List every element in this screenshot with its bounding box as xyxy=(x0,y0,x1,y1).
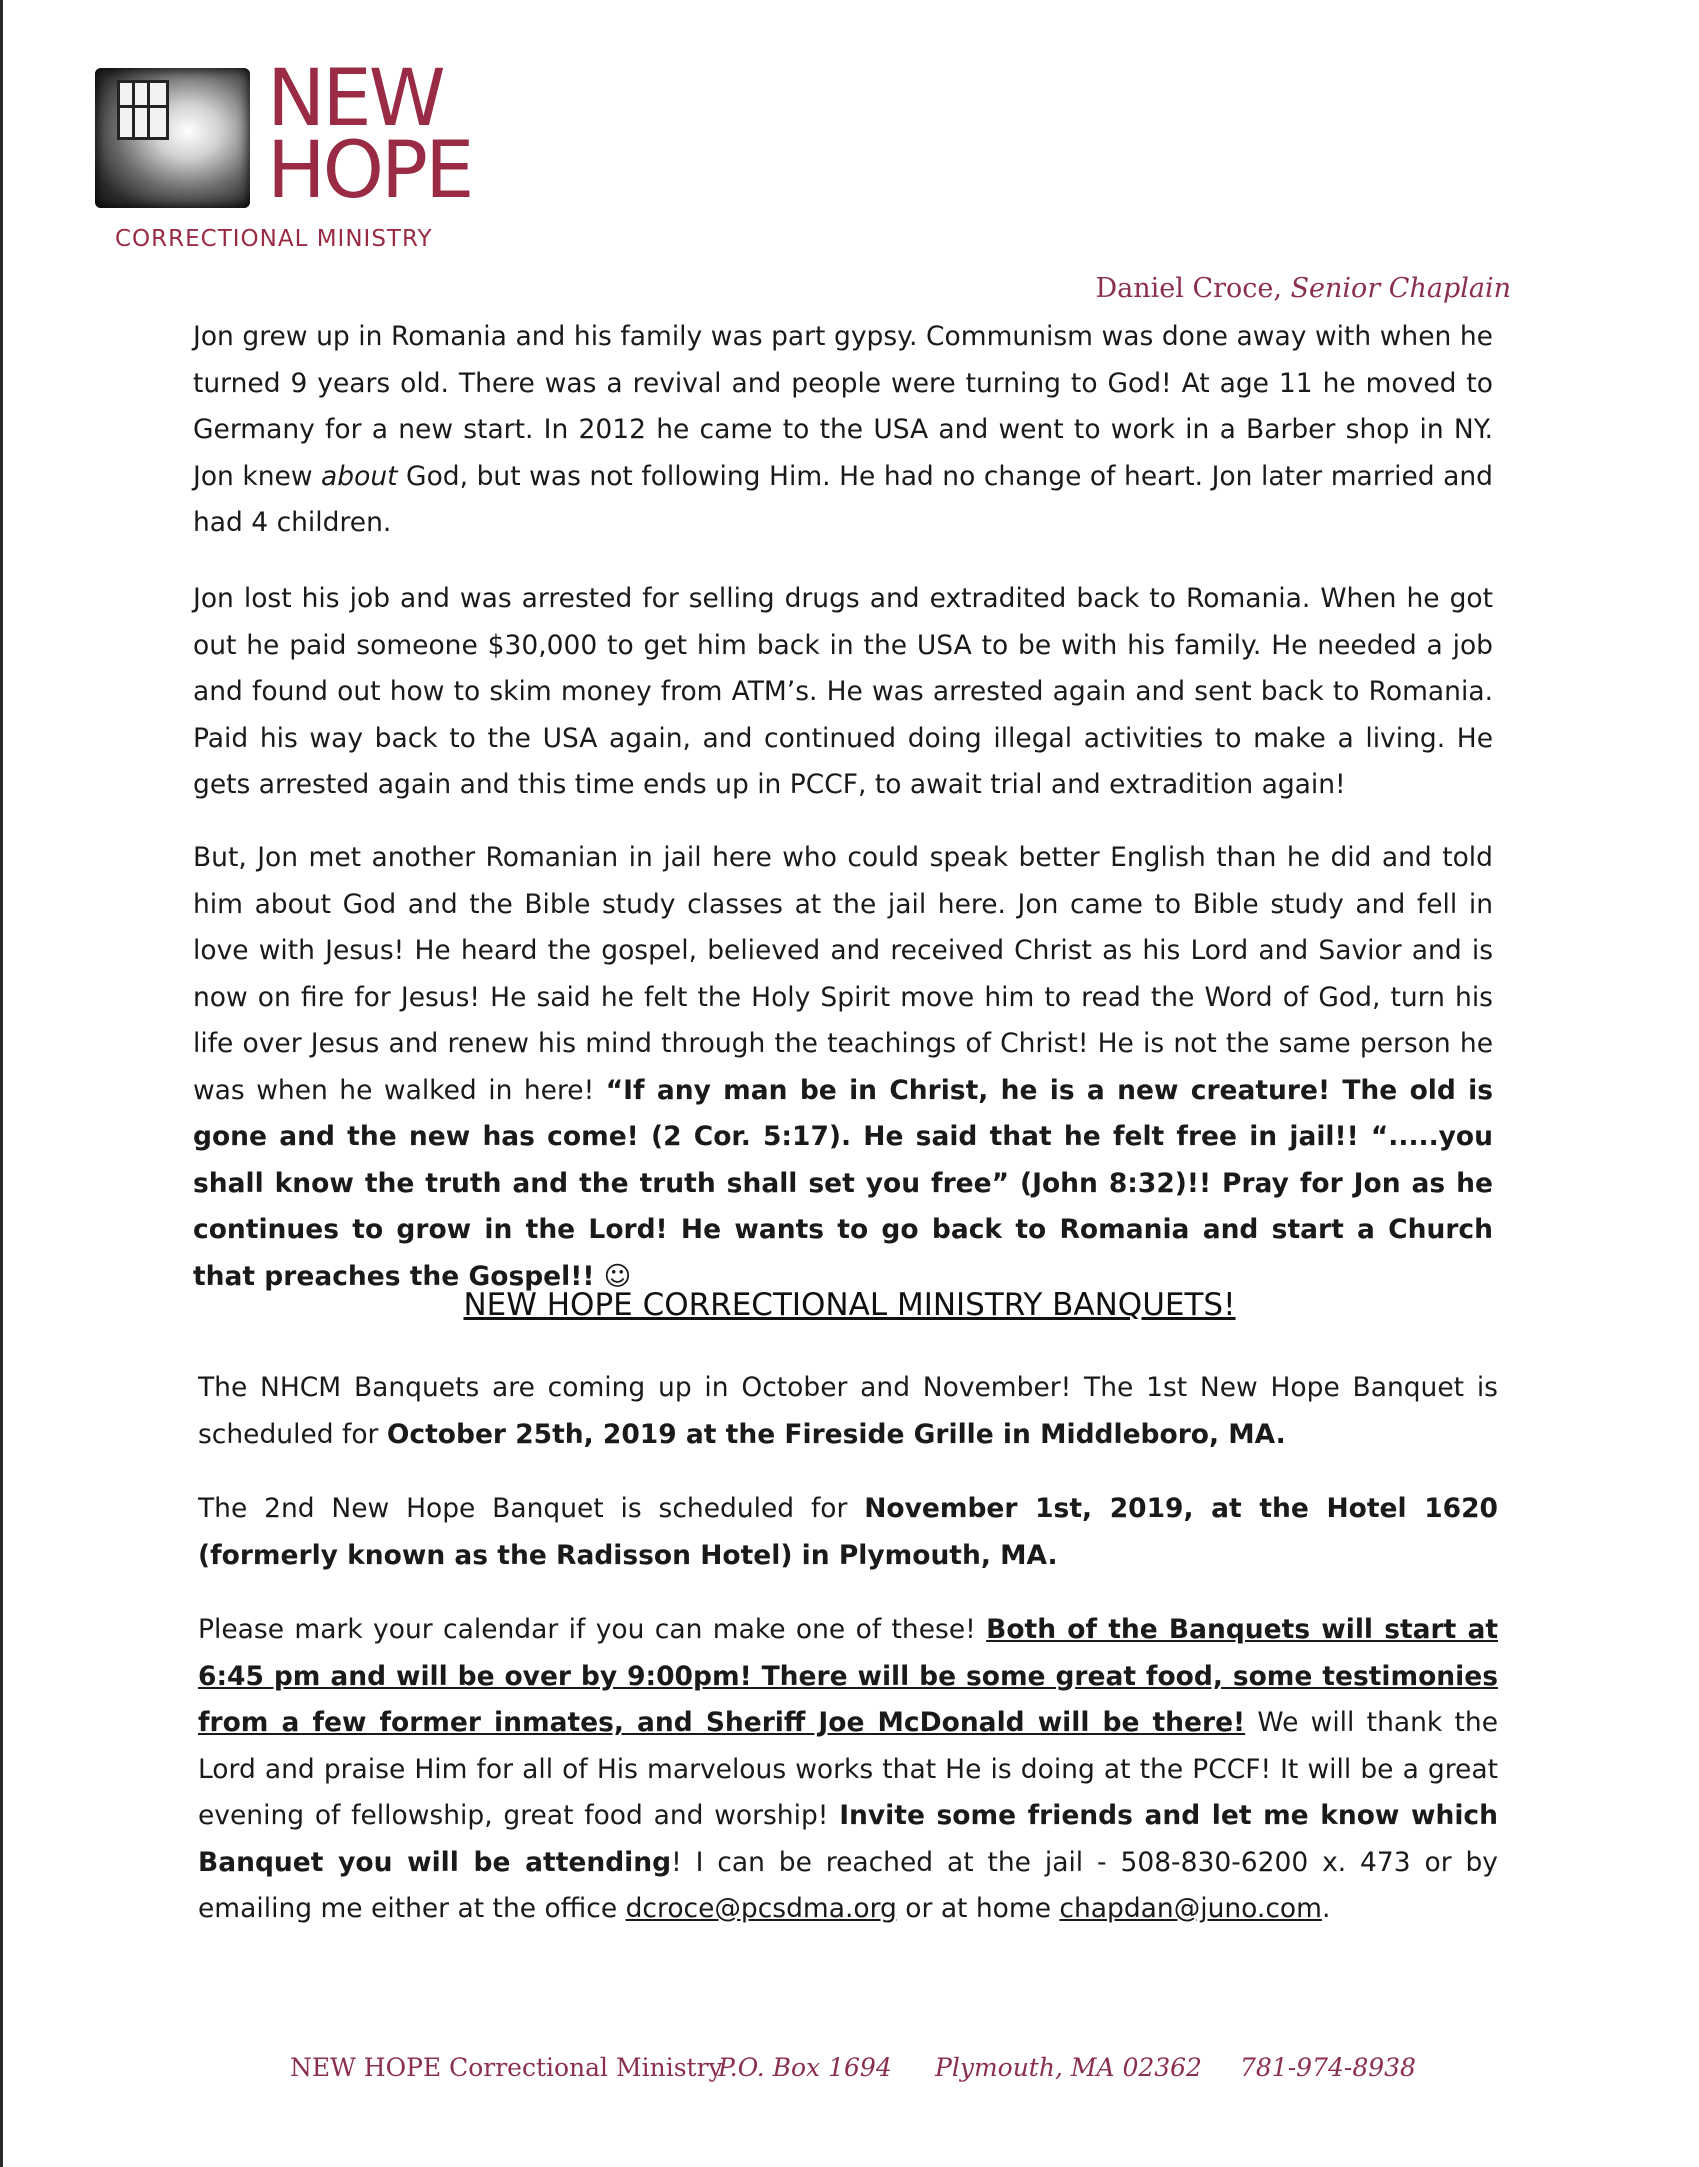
banquet-time-note: Both of the Banquets will start at 6:45 pm and will be over by 9:00pm! There will be some great food, some testimonies from a few former inmates, and Sheriff Joe McDonald will be there! xyxy=(198,1614,1498,1738)
logo-window-photo xyxy=(95,68,250,208)
logo-text-hope: HOPE xyxy=(267,126,472,216)
ministry-logo xyxy=(95,54,495,260)
footer-phone: 781-974-8938 xyxy=(1240,2053,1416,2082)
banquet-text: Please mark your calendar if you can make one of these! xyxy=(198,1614,987,1645)
banquet-text: We will thank the Lord and praise Him for all of His marvelous works that He is doing at the PCCF! It will be a great evening of fellowship, great food and worship! xyxy=(198,1707,1499,1831)
banquet-2-details: November 1st, 2019, at the Hotel 1620 (formerly known as the Radisson Hotel) in Plymouth, MA. xyxy=(198,1493,1498,1571)
story-emphasis: about xyxy=(321,460,398,492)
story-text: Jon grew up in Romania and his family was part gypsy. Communism was done away with when he turned 9 years old. There was a revival and people were turning to God! At age 11 he moved to Germany for a new start. In 2012 he came to the USA and went to work in a Barber shop in NY. Jon knew xyxy=(193,321,1493,492)
invite-note: Invite some friends and let me know which Banquet you will be attending xyxy=(198,1800,1498,1878)
banquet-text: The NHCM Banquets are coming up in October and November! The 1st New Hope Banquet is scheduled for xyxy=(198,1372,1498,1450)
story-paragraph-1 xyxy=(193,314,1493,547)
story-text: But, Jon met another Romanian in jail here who could speak better English than he did and told him about God and the Bible study classes at the jail here. Jon came to Bible study and fell in love with Jesus! He heard the gospel, believed and received Christ as his Lord and Savior and is now on fire for Jesus! He said he felt the Holy Spirit move him to read the Word of God, turn his life over Jesus and renew his mind through the teachings of Christ! He is not the same person he was when he walked in here! xyxy=(193,842,1493,1106)
banquets-heading-text: NEW HOPE CORRECTIONAL MINISTRY BANQUETS! xyxy=(463,1287,1236,1323)
scan-edge xyxy=(0,0,3,2167)
banquet-text: The 2nd New Hope Banquet is scheduled for xyxy=(198,1493,865,1524)
footer-city: Plymouth, MA 02362 xyxy=(935,2053,1202,2082)
scripture-quote: “If any man be in Christ, he is a new creature! The old is gone and the new has come! (2 Cor. 5:17). He said that he felt free in jail!! “.....you shall know the truth and the truth shall set you free” (John 8:32)!! Pray for Jon as he continues to grow in the Lord! He wants to go back to Romania and start a Church that preaches the Gospel!! ☺ xyxy=(193,1074,1493,1292)
byline-name: Daniel Croce, xyxy=(1095,273,1282,304)
banquet-1-details: October 25th, 2019 at the Fireside Grille in Middleboro, MA. xyxy=(386,1418,1286,1450)
banquet-paragraph-2 xyxy=(198,1486,1498,1579)
banquet-text: ! I can be reached at the jail - 508-830-6200 x. 473 or by emailing me either at the office xyxy=(198,1846,1498,1924)
story-paragraph-2: Jon lost his job and was arrested for selling drugs and extradited back to Romania. When he got out he paid someone $30,000 to get him back in the USA to be with his family. He needed a job and found out how to skim money from ATM’s. He was arrested again and sent back to Romania. Paid his way back to the USA again, and continued doing illegal activities to make a living. He gets arrested again and this time ends up in PCCF, to await trial and extradition again! xyxy=(193,583,1493,800)
logo-text-new: NEW xyxy=(267,54,443,144)
logo-subtitle: CORRECTIONAL MINISTRY xyxy=(115,226,433,252)
footer-po-box: P.O. Box 1694 xyxy=(718,2053,892,2082)
barred-window-icon xyxy=(117,80,169,140)
footer-org: NEW HOPE Correctional Ministry xyxy=(290,2053,723,2082)
banquet-text: . xyxy=(1321,1893,1331,1924)
banquets-heading xyxy=(0,1287,1699,1323)
byline-title: Senior Chaplain xyxy=(1290,273,1511,304)
banquet-paragraph-1 xyxy=(198,1365,1498,1458)
home-email-link[interactable]: chapdan@juno.com xyxy=(1059,1893,1322,1924)
office-email-link[interactable]: dcroce@pcsdma.org xyxy=(625,1893,897,1924)
banquet-paragraph-3 xyxy=(198,1607,1498,1933)
story-paragraph-3 xyxy=(193,835,1493,1300)
byline xyxy=(1096,273,1512,304)
story-text: God, but was not following Him. He had no change of heart. Jon later married and had 4 children. xyxy=(193,460,1493,538)
banquet-text: or at home xyxy=(896,1893,1060,1924)
